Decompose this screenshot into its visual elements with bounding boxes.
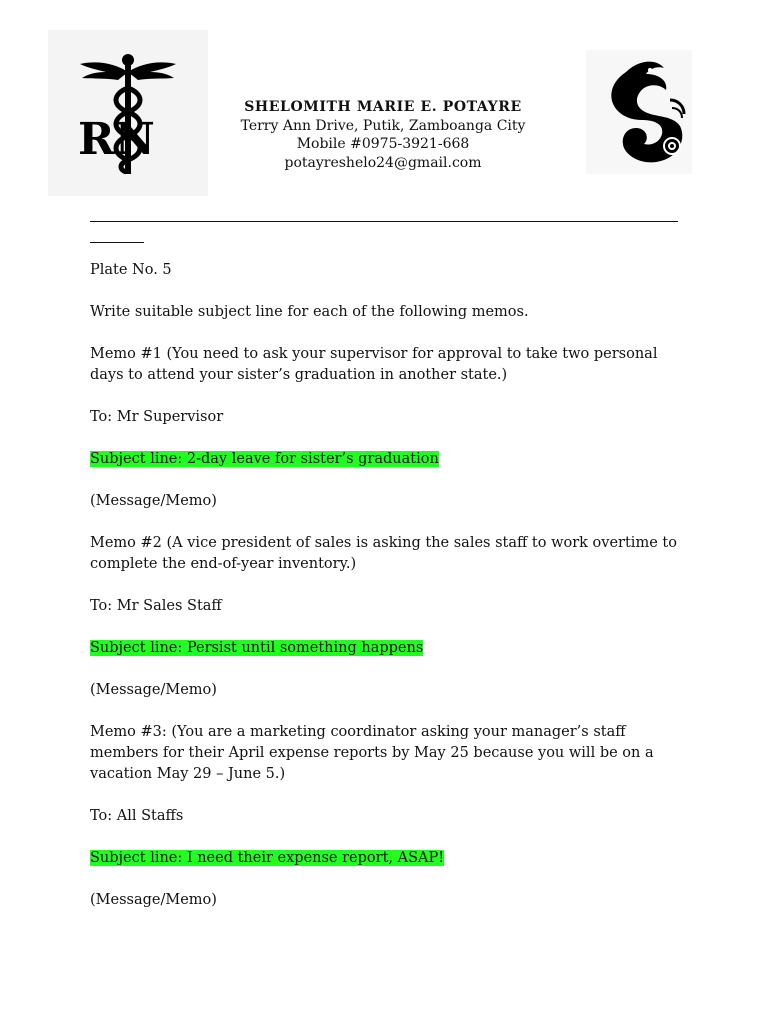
memo-1-subject-line: Subject line: 2-day leave for sister’s graduation — [90, 451, 439, 467]
rn-caduceus-logo — [48, 30, 208, 196]
address: Terry Ann Drive, Putik, Zamboanga City — [240, 117, 526, 134]
email-address: potayreshelo24@gmail.com — [284, 154, 482, 171]
header-divider — [90, 221, 678, 222]
plate-number: Plate No. 5 — [90, 262, 172, 278]
serpent-logo — [586, 50, 692, 174]
memo-1-description: Memo #1 (You need to ask your supervisor for approval to take two personal days to attend your sister’s graduation in another state.) — [90, 346, 658, 383]
memo-2-message: (Message/Memo) — [90, 682, 217, 698]
letterhead — [208, 98, 558, 172]
memo-3-message: (Message/Memo) — [90, 892, 217, 908]
logo-monogram-r: RN — [78, 114, 155, 165]
author-name: SHELOMITH MARIE E. POTAYRE — [244, 99, 522, 115]
memo-1-recipient: To: Mr Supervisor — [90, 409, 224, 425]
document-body — [90, 260, 680, 932]
memo-2-description: Memo #2 (A vice president of sales is asking the sales staff to work overtime to complete the end-of-year inventory.) — [90, 535, 677, 572]
caduceus-icon — [48, 30, 208, 196]
memo-3-subject-line: Subject line: I need their expense report, ASAP! — [90, 850, 445, 866]
memo-3-recipient: To: All Staffs — [90, 808, 184, 824]
memo-2-recipient: To: Mr Sales Staff — [90, 598, 222, 614]
instruction: Write suitable subject line for each of the following memos. — [90, 304, 529, 320]
memo-3-description: Memo #3: (You are a marketing coordinator asking your manager’s staff members for their April expense reports by May 25 because you will be on a vacation May 29 – June 5.) — [90, 724, 654, 782]
header-divider-tail — [90, 242, 144, 243]
serpent-dragon-icon — [586, 50, 692, 174]
mobile-number: Mobile #0975-3921-668 — [296, 136, 470, 152]
memo-2-subject-line: Subject line: Persist until something happens — [90, 640, 424, 656]
memo-1-message: (Message/Memo) — [90, 493, 217, 509]
